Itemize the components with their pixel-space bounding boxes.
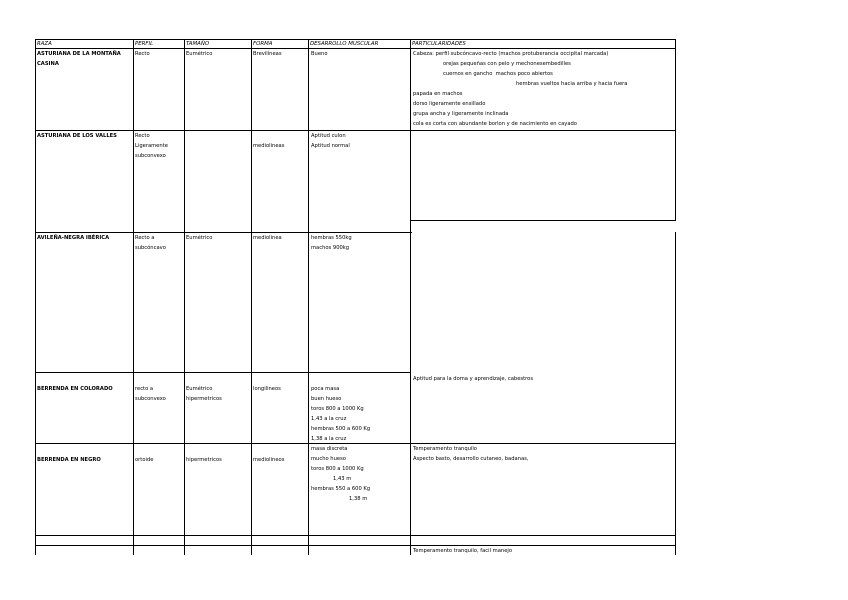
grid-line — [308, 39, 309, 555]
particularidades-line: cuernos en gancho machos poco abiertos — [443, 71, 553, 77]
grid-line — [35, 232, 412, 233]
desarrollo-cell: 1,38 a la cruz — [311, 436, 347, 442]
desarrollo-cell: Aptitud normal — [311, 143, 350, 149]
raza-name: ASTURIANA DE LOS VALLES — [37, 133, 117, 139]
grid-line — [35, 545, 676, 546]
particularidades-line: hembras vueltos hacia arriba y hacia fuera — [516, 81, 628, 87]
desarrollo-cell: 1,43 m — [333, 476, 352, 482]
perfil-cell: Recto — [135, 133, 150, 139]
raza-name: AVILEÑA-NEGRA IBÉRICA — [37, 235, 110, 241]
grid-line — [675, 232, 676, 555]
perfil-cell: Recto — [135, 51, 150, 57]
header-desarrollo-muscular: DESARROLLO MUSCULAR — [310, 41, 379, 47]
raza-name: ASTURIANA DE LA MONTAÑA — [37, 51, 121, 57]
grid-line — [251, 39, 252, 555]
forma-cell: longilineos — [253, 386, 281, 392]
raza-name: CASINA — [37, 61, 59, 67]
grid-line — [184, 39, 185, 555]
desarrollo-cell: toros 800 a 1000 Kg — [311, 466, 364, 472]
desarrollo-cell: 1,38 m — [349, 496, 368, 502]
grid-line — [133, 39, 134, 555]
raza-name: BERRENDA EN NEGRO — [37, 457, 101, 463]
header-raza: RAZA — [37, 41, 52, 47]
desarrollo-cell: hembras 550 a 600 Kg — [311, 486, 371, 492]
tamano-cell: hipermetricos — [186, 396, 222, 402]
perfil-cell: subcóncavo — [135, 245, 166, 251]
grid-line — [410, 39, 411, 555]
grid-line — [35, 39, 36, 555]
grid-line — [35, 535, 676, 536]
forma-cell: Brevilíneas — [253, 51, 282, 57]
tamano-cell: Eumétrico — [186, 235, 213, 241]
desarrollo-cell: machos 900kg — [311, 245, 350, 251]
forma-cell: mediolinea — [253, 235, 282, 241]
particularidades-line: papada en machos — [413, 91, 463, 97]
perfil-cell: subconvexo — [135, 153, 166, 159]
tamano-cell: Eumétrico — [186, 386, 213, 392]
perfil-cell: Recto a — [135, 235, 155, 241]
desarrollo-cell: toros 800 a 1000 Kg — [311, 406, 364, 412]
perfil-cell: subconvexo — [135, 396, 166, 402]
perfil-cell: recto a — [135, 386, 154, 392]
particularidades-line: Cabeza: perfil subcóncavo-recto (machos protuberancia occipital marcada) — [413, 51, 609, 57]
grid-line — [35, 372, 410, 373]
desarrollo-cell: mucho hueso — [311, 456, 346, 462]
grid-line — [35, 130, 676, 131]
grid-line — [35, 443, 676, 444]
forma-cell: mediolineas — [253, 143, 285, 149]
desarrollo-cell: poca masa — [311, 386, 340, 392]
grid-line — [675, 39, 676, 220]
perfil-cell: ortoide — [135, 457, 154, 463]
particularidades-line: cola es corta con abundante borlon y de nacimiento en cayado — [413, 121, 577, 127]
raza-name: BERRENDA EN COLORADO — [37, 386, 113, 392]
grid-line — [410, 220, 676, 221]
header-forma: FORMA — [253, 41, 273, 47]
forma-cell: mediolineos — [253, 457, 285, 463]
particularidades-line: Aspecto basto, desarrollo cutaneo, badanas, — [413, 456, 529, 462]
particularidades-line: orejas pequeñas con pelo y mechonesembedilles — [443, 61, 571, 67]
grid-line — [35, 39, 676, 40]
desarrollo-cell: buen hueso — [311, 396, 342, 402]
desarrollo-cell: Aptitud culon — [311, 133, 346, 139]
desarrollo-cell: masa discreta — [311, 446, 348, 452]
particularidades-line: dorso ligeramente ensillado — [413, 101, 486, 107]
desarrollo-cell: 1,43 a la cruz — [311, 416, 347, 422]
header-perfil: PERFIL — [135, 41, 154, 47]
tamano-cell: hipermetricos — [186, 457, 222, 463]
particularidades-line: grupa ancha y ligeramente inclinada — [413, 111, 509, 117]
desarrollo-cell: hembras 550kg — [311, 235, 352, 241]
header-tamano: TAMAÑO — [186, 41, 210, 47]
perfil-cell: Ligeramente — [135, 143, 168, 149]
header-particularidades: PARTICULARIDADES — [412, 41, 466, 47]
particularidades-line: Temperamento tranquilo — [413, 446, 477, 452]
particularidades-line: Aptitud para la doma y aprendizaje, cabestros — [413, 376, 534, 382]
desarrollo-cell: hembras 500 a 600 Kg — [311, 426, 371, 432]
desarrollo-cell: Bueno — [311, 51, 328, 57]
tamano-cell: Eumétrico — [186, 51, 213, 57]
grid-line — [35, 48, 676, 49]
particularidades-line: Temperamento tranquilo, facil manejo — [413, 548, 512, 554]
